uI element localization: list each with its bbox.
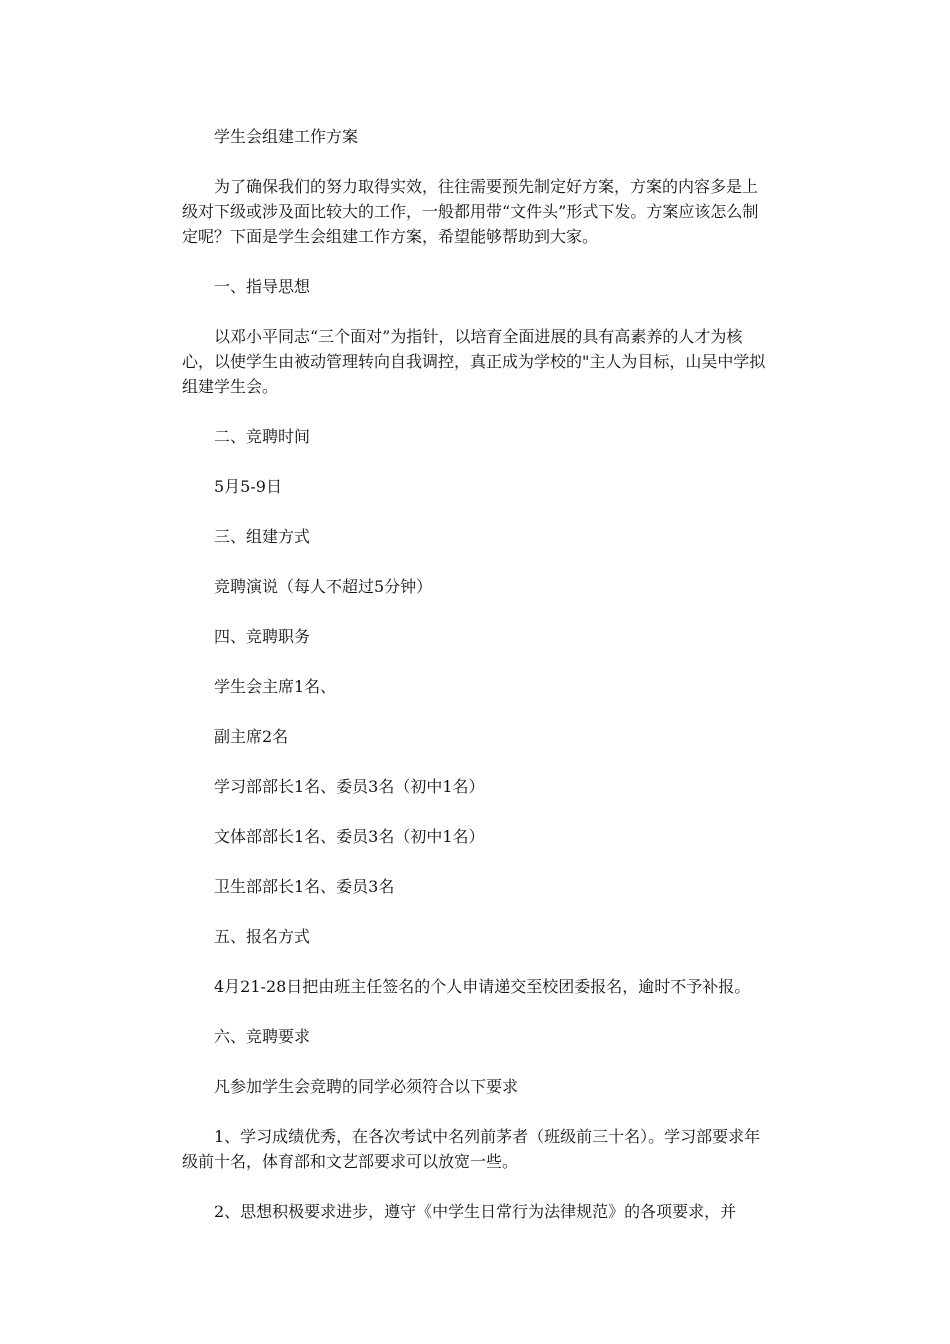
intro-paragraph: 为了确保我们的努力取得实效，往往需要预先制定好方案，方案的内容多是上级对下级或涉及面比较大的工作，一般都用带“文件头”形式下发。方案应该怎么制定呢？下面是学生会组建工作方案，希望能够帮助到大家。 (182, 177, 759, 246)
requirement-item-1: 1、学习成绩优秀，在各次考试中名列前茅者（班级前三十名）。学习部要求年级前十名，体育部和文艺部要求可以放宽一些。 (182, 1127, 761, 1171)
position-item: 学习部部长1名、委员3名（初中1名） (214, 777, 485, 796)
requirements-intro: 凡参加学生会竞聘的同学必须符合以下要求 (214, 1077, 519, 1096)
competition-time-text: 5月5-9日 (214, 477, 282, 496)
document-title: 学生会组建工作方案 (214, 127, 359, 146)
section-heading-formation-method: 三、组建方式 (214, 527, 311, 546)
position-item: 学生会主席1名、 (214, 677, 337, 696)
section-heading-competition-time: 二、竞聘时间 (214, 427, 311, 446)
section-heading-registration: 五、报名方式 (214, 927, 311, 946)
position-item: 副主席2名 (214, 727, 289, 746)
section-heading-guiding-ideology: 一、指导思想 (214, 277, 311, 296)
position-item: 卫生部部长1名、委员3名 (214, 877, 395, 896)
section-heading-requirements: 六、竞聘要求 (214, 1027, 311, 1046)
registration-text: 4月21-28日把由班主任签名的个人申请递交至校团委报名，逾时不予补报。 (214, 977, 751, 996)
guiding-ideology-paragraph: 以邓小平同志“三个面对”为指针，以培育全面进展的具有高素养的人才为核心，以使学生由被动管理转向自我调控，真正成为学校的"主人为目标，山吴中学拟组建学生会。 (182, 327, 766, 396)
section-heading-positions: 四、竞聘职务 (214, 627, 311, 646)
formation-method-text: 竞聘演说（每人不超过5分钟） (214, 577, 433, 596)
position-item: 文体部部长1名、委员3名（初中1名） (214, 827, 485, 846)
requirement-item-2: 2、思想积极要求进步，遵守《中学生日常行为法律规范》的各项要求，并 (214, 1202, 737, 1221)
